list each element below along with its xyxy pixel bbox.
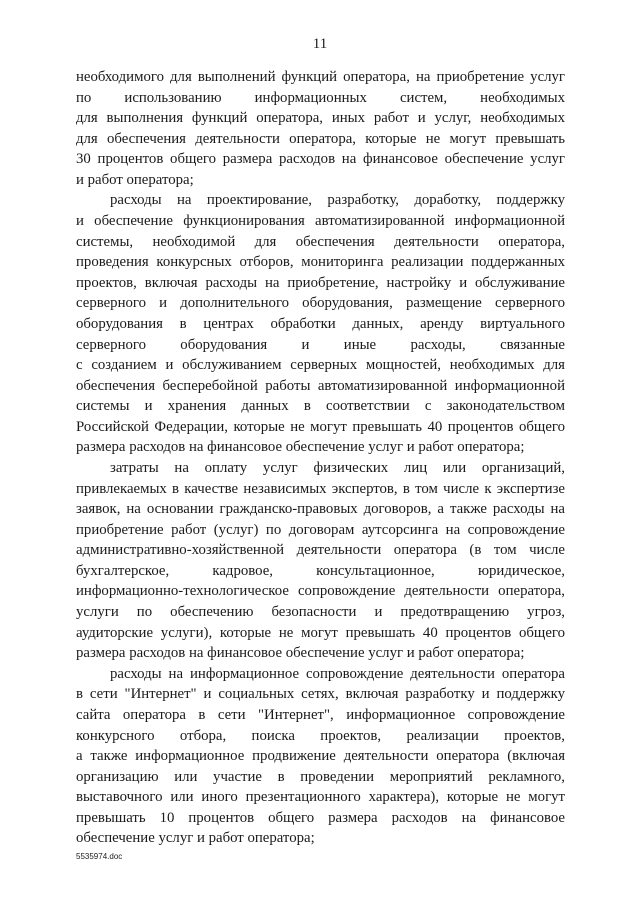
text-line: с созданием и обслуживанием серверных мощностей, необходимых для [76,357,565,374]
text-line: обеспечение услуг и работ оператора; [76,830,315,847]
text-line: системы, необходимой для обеспечения деятельности оператора, [76,233,565,250]
text-line: обеспечения бесперебойной работы автоматизированной информационной [76,377,565,394]
text-line: расходы на проектирование, разработку, доработку, поддержку [110,192,565,209]
text-line: серверного и дополнительного оборудования, размещение серверного [76,295,565,312]
footer-filename: 5535974.doc [76,852,123,861]
text-line: необходимого для выполнений функций оператора, на приобретение услуг [76,69,565,85]
document-body [76,67,565,849]
text-line: заявок, на основании гражданско-правовых договоров, а также расходы на [76,501,565,518]
text-line: приобретение работ (услуг) по договорам аутсорсинга на сопровождение [76,521,565,538]
text-line: по использованию информационных систем, необходимых [76,89,565,106]
text-line: сайта оператора в сети "Интернет", информационное сопровождение [76,706,565,723]
text-line: и работ оператора; [76,171,194,188]
text-line: размера расходов на финансовое обеспечение услуг и работ оператора; [76,439,525,456]
text-line: и обеспечение функционирования автоматизированной информационной [76,213,565,230]
text-line: информационно-технологическое сопровождение деятельности оператора, [76,583,565,600]
text-line: расходы на информационное сопровождение деятельности оператора [110,665,565,682]
text-line: размера расходов на финансовое обеспечение услуг и работ оператора; [76,645,525,662]
text-line: проведения конкурсных отборов, мониторинга реализации поддержанных [76,254,565,271]
page-number: 11 [312,36,328,52]
text-line: бухгалтерское, кадровое, консультационное, юридическое, [76,562,565,579]
text-line: серверного оборудования и иные расходы, связанные [76,336,565,353]
text-line: затраты на оплату услуг физических лиц или организаций, [110,459,565,476]
text-line: организацию или участие в проведении мероприятий рекламного, [76,768,565,785]
text-line: превышать 10 процентов общего размера расходов на финансовое [76,809,565,826]
text-line: аудиторские услуги), которые не могут превышать 40 процентов общего [76,624,565,641]
text-line: для обеспечения деятельности оператора, которые не могут превышать [76,130,565,147]
text-line: системы и хранения данных в соответствии с законодательством [76,398,565,415]
text-line: проектов, включая расходы на приобретение, настройку и обслуживание [76,274,565,291]
text-line: для выполнения функций оператора, иных работ и услуг, необходимых [76,110,565,127]
text-line: выставочного или иного презентационного характера), которые не могут [76,789,565,806]
text-line: Российской Федерации, которые не могут превышать 40 процентов общего [76,418,565,435]
text-line: в сети "Интернет" и социальных сетях, включая разработку и поддержку [76,686,565,703]
text-line: а также информационное продвижение деятельности оператора (включая [76,748,565,765]
text-line: 30 процентов общего размера расходов на финансовое обеспечение услуг [76,151,565,168]
text-line: привлекаемых в качестве независимых экспертов, в том числе к экспертизе [76,480,565,497]
text-line: услуги по обеспечению безопасности и предотвращению угроз, [76,604,565,621]
text-line: административно-хозяйственной деятельности оператора (в том числе [76,542,565,559]
text-line: оборудования в центрах обработки данных, аренду виртуального [76,315,565,332]
text-line: конкурсного отбора, поиска проектов, реализации проектов, [76,727,565,744]
